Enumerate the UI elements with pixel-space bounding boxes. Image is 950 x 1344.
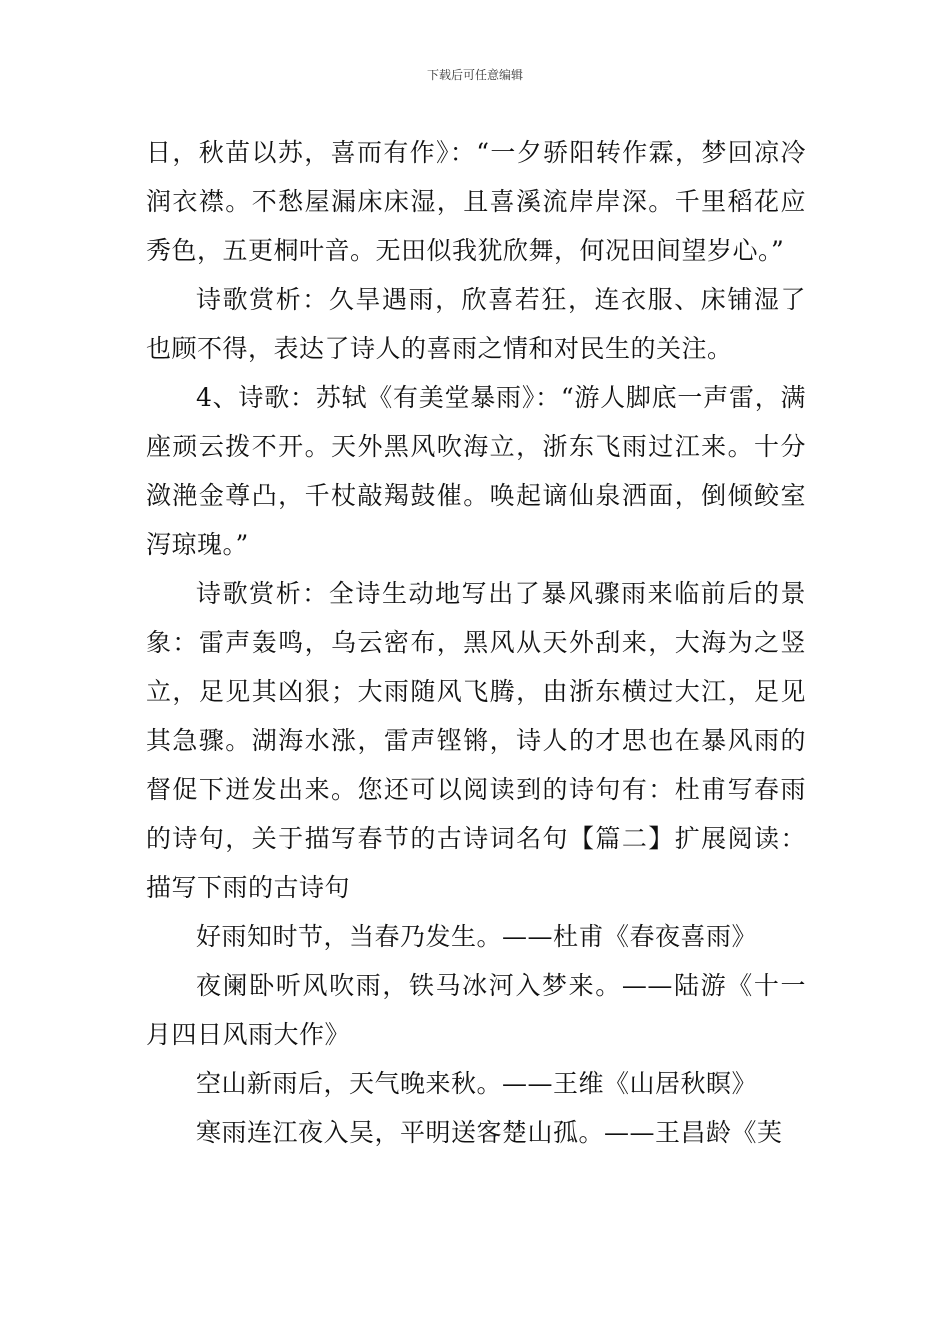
poem-line-2: 夜阑卧听风吹雨，铁马冰河入梦来。——陆游《十一月四日风雨大作》 [146, 971, 806, 1049]
paragraph-2: 诗歌赏析：久旱遇雨，欣喜若狂，连衣服、床铺湿了也顾不得，表达了诗人的喜雨之情和对民生的关注。 [146, 285, 806, 363]
document-body [146, 128, 806, 1157]
paragraph-1: 日，秋苗以苏，喜而有作》：“一夕骄阳转作霖，梦回凉冷润衣襟。不愁屋漏床床湿，且喜溪流岸岸深。千里稻花应秀色，五更桐叶音。无田似我犹欣舞，何况田间望岁心。” [146, 138, 806, 265]
poem-line-3: 空山新雨后，天气晚来秋。——王维《山居秋瞑》 [196, 1069, 758, 1098]
page-header: 下载后可任意编辑 [426, 68, 523, 82]
poem-line-4: 寒雨连江夜入吴，平明送客楚山孤。——王昌龄《芙 [196, 1118, 783, 1147]
paragraph-4: 诗歌赏析：全诗生动地写出了暴风骤雨来临前后的景象：雷声轰鸣，乌云密布，黑风从天外刮来，大海为之竖立，足见其凶狠；大雨随风飞腾，由浙东横过大江，足见其急骤。湖海水涨，雷声铿锵，诗人的才思也在暴风雨的督促下迸发出来。您还可以阅读到的诗句有：杜甫写春雨的诗句，关于描写春节的古诗词名句【篇二】扩展阅读：描写下雨的古诗句 [146, 579, 806, 902]
paragraph-3: 4、诗歌：苏轼《有美堂暴雨》：“游人脚底一声雷，满座顽云拨不开。天外黑风吹海立，浙东飞雨过江来。十分潋滟金尊凸，千杖敲羯鼓催。唤起谪仙泉洒面，倒倾鲛室泻琼瑰。” [146, 383, 806, 559]
poem-line-1: 好雨知时节，当春乃发生。——杜甫《春夜喜雨》 [196, 922, 758, 951]
